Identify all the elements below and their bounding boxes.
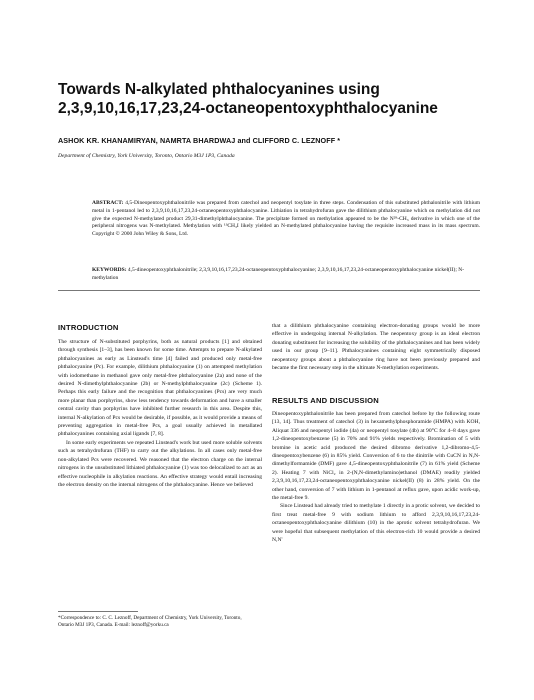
correspondence-footnote: *Correspondence to: C. C. Leznoff, Department of Chemistry, York University, Toronto, Ontario M3J 1P3, Canada. E-mail: leznoff@yorku.ca [58, 615, 242, 629]
results-heading: RESULTS AND DISCUSSION [272, 396, 379, 405]
abstract-label: ABSTRACT: [92, 200, 124, 206]
right-column-top [272, 322, 480, 384]
abstract [92, 200, 480, 239]
intro-paragraph: In some early experiments we repeated Linstead's work but used more soluble solvents such as tetrahydrofuran (THF) to carry out the alkylations. In all cases only metal-free non-alkylated Pcs were recovered. We reasoned that the electron charge on the internal nitrogens in the unsubstituted lithiated phthalocyanine (1) was too delocalized to act as an effective nucleophile in alkylation reactions. An effective strategy would entail increasing the electron density on the internal nitrogens of the phthalocyanine. Hence we believed [58, 439, 262, 488]
keywords [92, 267, 480, 283]
footnote-divider [58, 611, 138, 612]
right-column-bottom [272, 410, 480, 642]
affiliation: Department of Chemistry, York University, Toronto, Ontario M3J 1P3, Canada [58, 153, 235, 159]
introduction-heading: INTRODUCTION [58, 323, 119, 332]
intro-paragraph: that a dilithium phthalocyanine containing electron-donating groups would be more effective in undergoing internal N-alkylation. The neopentoxy group is an ideal electron donating substituent for increasing the solubility of the phthalocyanines and has been widely used in our group [9–11]. Phthalocyanines containing eight symmetrically disposed neopentoxy groups about a phthalocyanine ring have not been previously prepared and became the first necessary step in the ultimate N-methylation experiments. [272, 323, 480, 372]
author-list: ASHOK KR. KHANAMIRYAN, NAMRTA BHARDWAJ and CLIFFORD C. LEZNOFF * [58, 136, 341, 145]
results-paragraph: Since Linstead had already tried to methylate 1 directly in a protic solvent, we decided to first treat metal-free 9 with sodium lithium to afford 2,3,9,10,16,17,23,24-octaneopentoxyphthalocyanine dilithium (10) in the aprotic solvent tetrahydrofuran. We were hopeful that subsequent methylation of this electron-rich 10 would provide a desired N,N' [272, 503, 480, 544]
results-paragraph: Dineopentoxyphthalonitrile has been prepared from catechol before by the following route [13, 14]. Thus treatment of catechol (3) in hexamethylphosphoramide (HMPA) with KOH, Aliquat 336 and neopentyl iodide (4a) or neopentyl tosylate (4b) at 90°C for 4–8 days gave 1,2-dineopentoxybenzene (5) in 70% and 91% yields respectively. Bromination of 5 with bromine in acetic acid produced the desired dibromo derivative 1,2-dibromo-4,5-dineopentoxybenzene (6) in 85% yield. Conversion of 6 to the dinitrile with CuCN in N,N-dimethylformamide (DMF) gave 4,5-dineopentoxyphthalonitrile (7) in 61% yield (Scheme 2). Heating 7 with NiCl₂ in 2-(N,N-dimethylamino)ethanol (DMAE) readily yielded 2,3,9,10,16,17,23,24-octaneopentoxyphthalocyanine nickel(II) (8) in 28% yield. On the other hand, conversion of 7 with lithium in 1-pentanol at reflux gave, upon acidic work-up, the metal-free 9. [272, 411, 480, 502]
intro-paragraph: The structure of N-substituted porphyrins, both as natural products [1] and obtained through synthesis [1–3], has been known for some time. Attempts to prepare N-alkylated phthalocyanines as early as Linstead's time [4] failed and produced only metal-free phthalocyanine (Pc). For example, dilithium phthalocyanine (1) on attempted methylation with iodomethane in methanol gave only metal-free phthalocyanine (2a) and none of the desired N-dimethylphthalocyanine (2b) or N-methylphthalocyanine (2c) (Scheme 1). Perhaps this early failure and the recognition that phthalocyanines (Pcs) are very much more planar than porphyrins, show less tendency towards deformation and have a smaller central cavity than porphyrins have inhibited further research in this area. Despite this, internal N-alkylation of Pcs would be desirable, if possible, as it would provide a means of preventing aggregation in metal-free Pcs, a goal usually achieved in metallated phthalocyanines containing axial ligands [7, 8]. [58, 339, 262, 438]
keywords-text: 4,5-dineopentoxyphthalonitrile; 2,3,9,10,16,17,23,24-octaneopentoxyphthalocyanine; 2,3,9,10,16,17,23,24-octaneopentoxyphthalocyanine nickel(II); N-methylation [92, 267, 465, 281]
section-divider [58, 290, 480, 291]
left-column [58, 338, 262, 606]
keywords-label: KEYWORDS: [92, 267, 127, 273]
abstract-text: 4,5-Dineopentoxyphthalonitrile was prepared from catechol and neopentyl tosylate in three steps. Condensation of this substituted phthalonitrile with lithium metal in 1-pentanol led to 2,3,9,10,16,17,23,24-octaneopentoxyphthalocyanine. Lithiation in tetrahydrofuran gave the dilithium phthalocyanine which on methylation did not give the expected N-methylated product 29,31-dimethylphthalocyanine. The precipitate formed on methylation appeared to be the N²⁹-CH₃ derivative in which one of the peripheral nitrogens was N-methylated. Methylation with ¹³CH₃I likely yielded an N-methylated phthalocyanine having the requisite increased mass in its mass spectrum. Copyright © 2000 John Wiley & Sons, Ltd. [92, 200, 481, 238]
paper-title: Towards N-alkylated phthalocyanines using 2,3,9,10,16,17,23,24-octaneopentoxyphthalocyanine [58, 81, 438, 117]
